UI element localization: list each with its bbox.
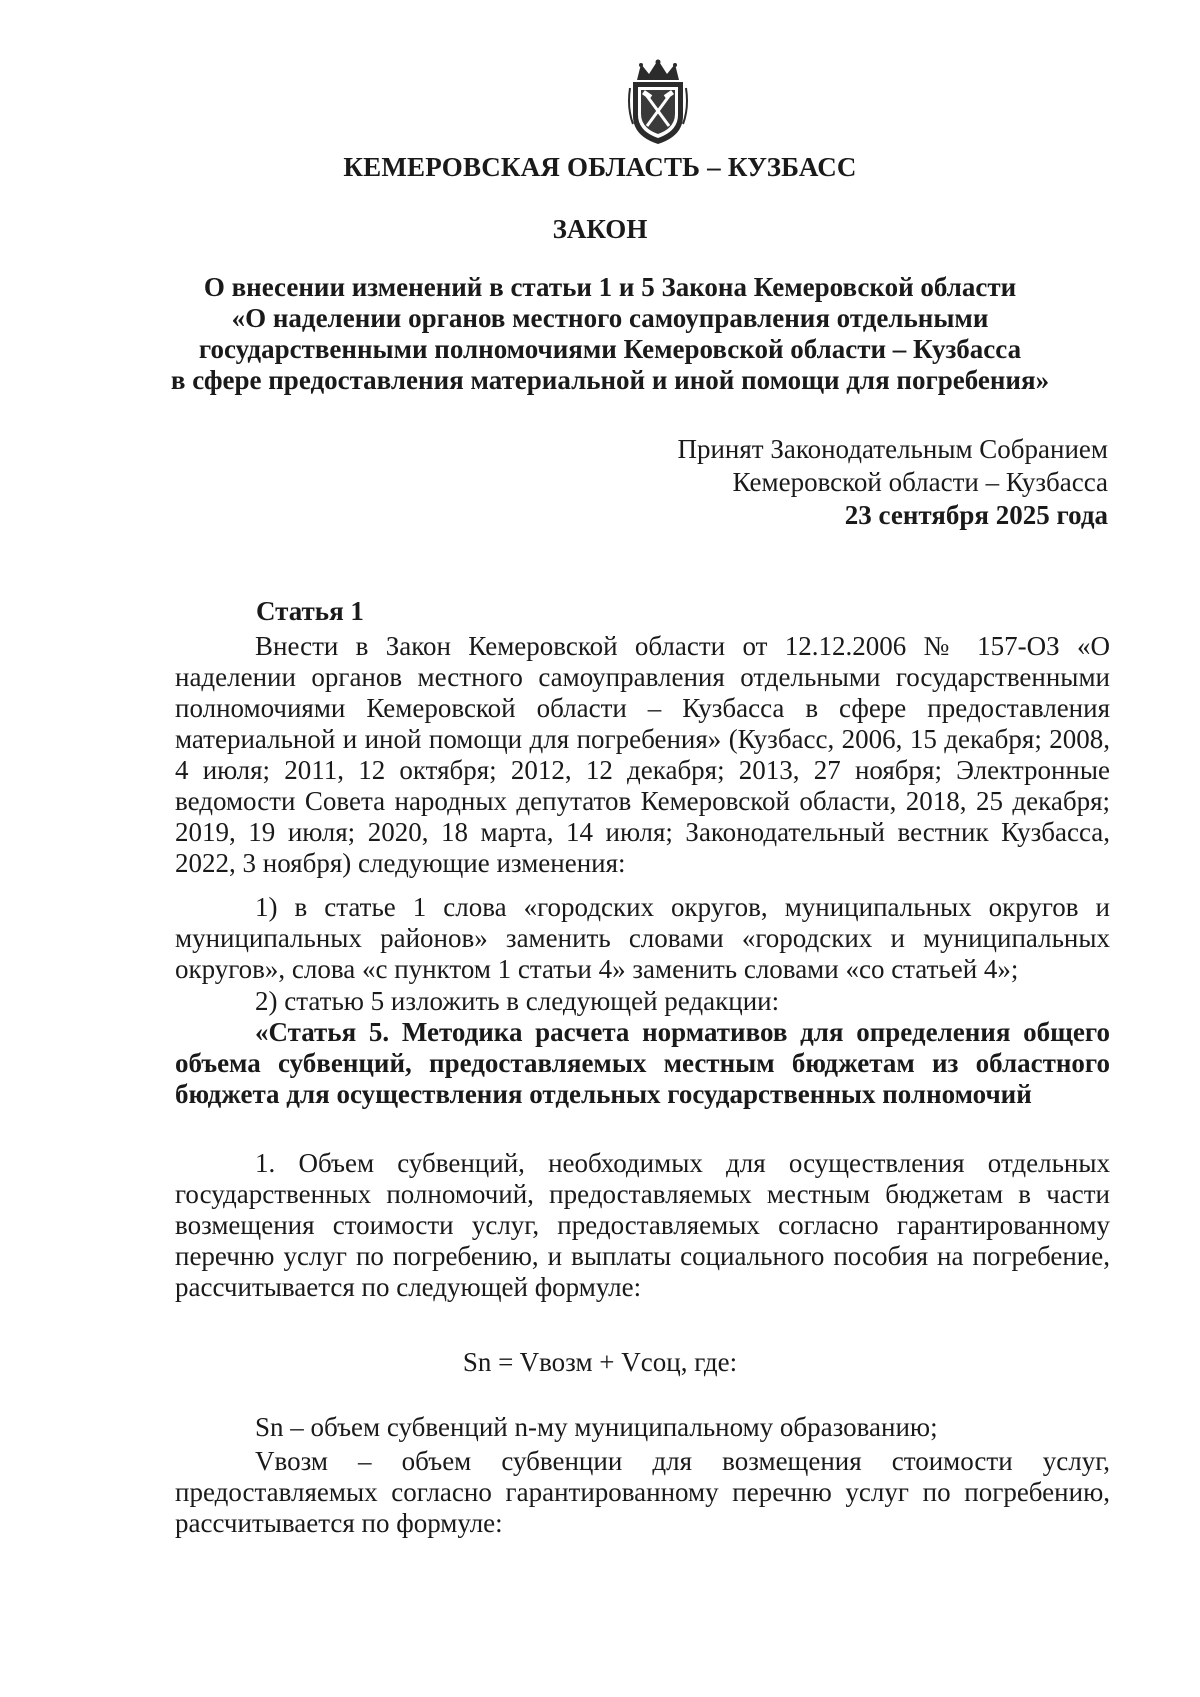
definition-sn: Sn – объем субвенций n-му муниципальному образованию; [255, 1412, 938, 1442]
formula: Sn = Vвозм + Vсоц, где: [462, 1347, 738, 1377]
article-intro-paragraph: Внести в Закон Кемеровской области от 12.12.2006 № 157-ОЗ «О наделении органов местного самоуправления отдельными государственными полномочиями Кемеровской области – Кузбасса в сфере предоставления материальной и иной помощи для погребения» (Кузбасс, 2006, 15 декабря; 2008, 4 июля; 2011, 12 октября; 2012, 12 декабря; 2013, 27 ноября; Электронные ведомости Совета народных депутатов Кемеровской области, 2018, 25 декабря; 2019, 19 июля; 2020, 18 марта, 14 июля; Законодательный вестник Кузбасса, 2022, 3 ноября) следующие изменения: [175, 631, 1110, 878]
article-heading: Статья 1 [256, 596, 364, 626]
region-title: КЕМЕРОВСКАЯ ОБЛАСТЬ – КУЗБАСС [343, 152, 857, 182]
adoption-date: 23 сентября 2025 года [844, 500, 1108, 530]
adoption-line: Принят Законодательным Собранием [677, 434, 1108, 464]
amendment-item-2: 2) статью 5 изложить в следующей редакции: [255, 986, 780, 1016]
amendment-item-1: 1) в статье 1 слова «городских округов, муниципальных округов и муниципальных районов» заменить словами «городских и муниципальных округов», слова «с пунктом 1 статьи 4» заменить словами «со статьей 4»; [175, 892, 1110, 984]
point-1-paragraph: 1. Объем субвенций, необходимых для осуществления отдельных государственных полномочий, предоставляемых местным бюджетам в части возмещения стоимости услуг, предоставляемых согласно гарантированному перечню услуг по погребению, и выплаты социального пособия на погребение, рассчитывается по следующей формуле: [175, 1148, 1110, 1302]
new-article-heading: «Статья 5. Методика расчета нормативов для определения общего объема субвенций, предоставляемых местным бюджетам из областного бюджета для осуществления отдельных государственных полномочий [175, 1017, 1110, 1109]
law-title [150, 272, 1070, 396]
law-title-line: «О наделении органов местного самоуправления отдельными [231, 303, 989, 333]
law-title-line: О внесении изменений в статьи 1 и 5 Закона Кемеровской области [203, 272, 1017, 302]
law-title-line: государственными полномочиями Кемеровской области – Кузбасса [198, 334, 1022, 364]
document-type: ЗАКОН [552, 214, 648, 244]
adoption-line: Кемеровской области – Кузбасса [732, 467, 1108, 497]
adoption-block [677, 433, 1108, 532]
definition-vvozm: Vвозм – объем субвенции для возмещения стоимости услуг, предоставляемых согласно гарантированному перечню услуг по погребению, рассчитывается по формуле: [175, 1446, 1110, 1538]
law-title-line: в сфере предоставления материальной и иной помощи для погребения» [170, 365, 1050, 395]
coat-of-arms-icon [627, 58, 689, 146]
